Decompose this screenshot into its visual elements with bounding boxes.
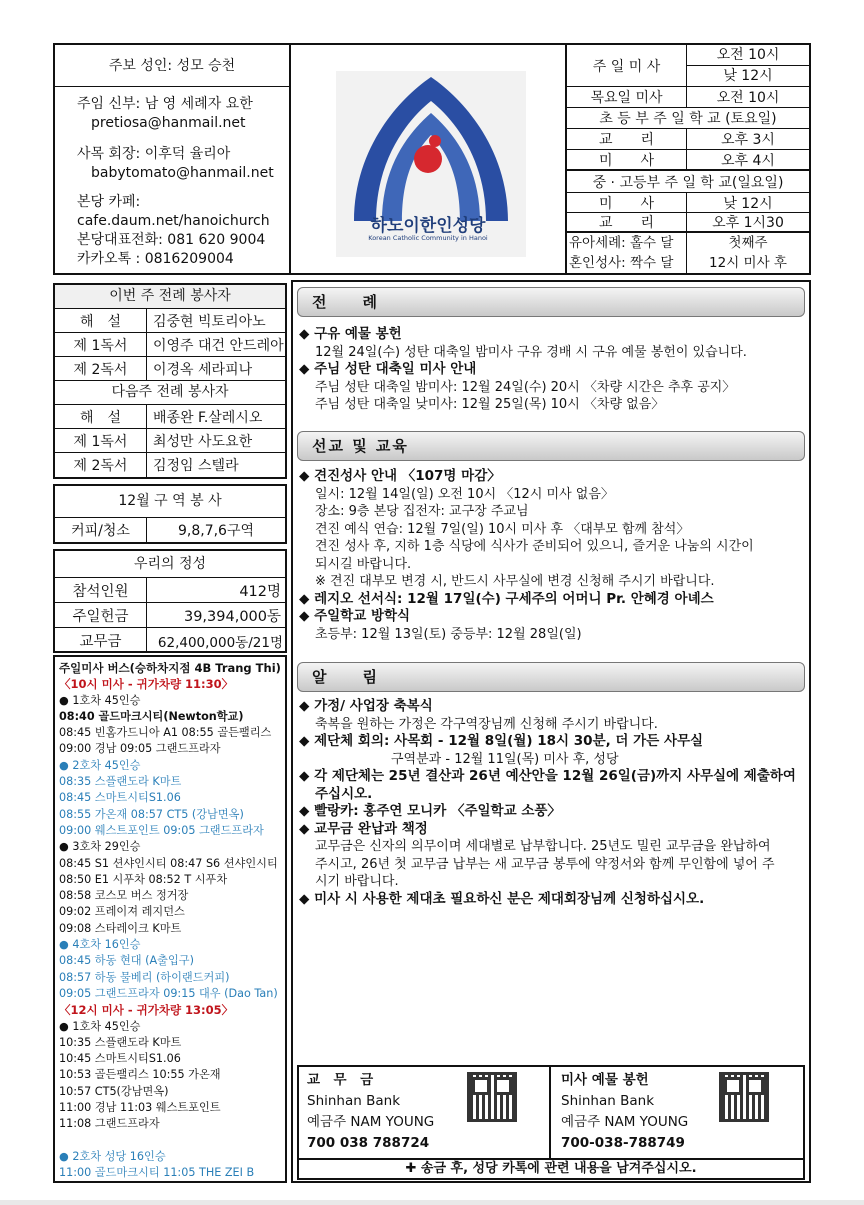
bus-stop-line: 08:45 S1 션샤인시티 08:47 S6 션샤인시티 xyxy=(59,856,278,870)
bus-stop-line: 09:02 프레이져 레지던스 xyxy=(59,905,185,919)
bank-a-bank: Shinhan Bank xyxy=(307,1093,401,1109)
notice-heading: 주십시오. xyxy=(315,785,373,802)
minister-row xyxy=(55,405,285,429)
bus-stop-line: 08:45 하동 현대 (A출입구) xyxy=(59,954,194,968)
minister-role: 해 설 xyxy=(55,405,147,428)
church-logo-panel xyxy=(291,45,567,273)
bank-account-dues xyxy=(299,1067,551,1158)
notice-line: 교무금은 신자의 의무이며 세대별로 납부합니다. 25년도 밀린 교무금을 완납하여 xyxy=(315,839,771,854)
middle-mass-label: 미 사 xyxy=(567,193,687,212)
notice-line: 12월 24일(수) 성탄 대축일 밤미사 구유 경배 시 구유 예물 봉헌이 있습니다. xyxy=(315,344,747,360)
elementary-school-title: 초 등 부 주 일 학 교 (토요일) xyxy=(567,108,809,129)
qr-code-icon[interactable] xyxy=(719,1072,769,1122)
district-task: 커피/청소 xyxy=(55,518,147,542)
notice-heading: ◆ 빨랑카: 홍주연 모니카 〈주일학교 소풍〉 xyxy=(299,803,561,819)
offering-value: 62,400,000동/21명 xyxy=(157,634,283,651)
minister-row xyxy=(55,429,285,453)
bank-b-owner: 예금주 NAM YOUNG xyxy=(561,1114,689,1130)
minister-row xyxy=(55,357,285,381)
bus-12-mass-heading: 〈12시 미사 - 귀가차량 13:05〉 xyxy=(59,1003,234,1018)
notice-heading: ◆ 제단체 회의: 사목회 - 12월 8일(월) 18시 30분, 더 가든 사무실 xyxy=(299,733,704,749)
district-numbers: 9,8,7,6구역 xyxy=(177,523,255,539)
notice-line: 장소: 9층 본당 집전자: 교구장 주교님 xyxy=(315,504,529,519)
bank-a-number[interactable]: 700 038 788724 xyxy=(307,1135,430,1151)
bus-stop-line: 08:55 가온재 08:57 CT5 (강남면옥) xyxy=(59,807,244,821)
notice-line: 초등부: 12월 13일(토) 중등부: 12월 28일(일) xyxy=(315,626,582,642)
elementary-mass-label: 미 사 xyxy=(567,150,687,169)
page-bottom-border xyxy=(0,1200,864,1205)
bank-b-number[interactable]: 700-038-788749 xyxy=(561,1135,685,1151)
liturgy-body xyxy=(299,326,747,414)
bus-stop-line: 08:45 빈홈가드니아 A1 08:55 골든팰리스 xyxy=(59,726,272,740)
notice-heading: ◆ 각 제단체는 25년 결산과 26년 예산안을 12월 26일(금)까지 사무실에 제출하여 xyxy=(299,768,796,784)
notice-heading: ◆ 미사 시 사용한 제대초 필요하신 분은 제대회장님께 신청하십시오. xyxy=(299,890,705,907)
section-liturgy-header: 전 례 xyxy=(297,287,805,317)
bank-account-mass-offering xyxy=(553,1067,805,1158)
bank-b-bank: Shinhan Bank xyxy=(561,1093,655,1109)
bus-stop-line: ● 2호차 성당 16인승 xyxy=(59,1149,166,1163)
offering-title: 우리의 정성 xyxy=(55,551,285,578)
elementary-mass-time: 오후 4시 xyxy=(721,152,775,169)
minister-role: 제 1독서 xyxy=(55,333,147,356)
notice-line: ※ 견진 대부모 변경 시, 반드시 사무실에 변경 신청해 주시기 바랍니다. xyxy=(315,574,715,589)
minister-name: 최성만 사도요한 xyxy=(153,433,253,450)
notice-line: 구역분과 - 12월 11일(목) 미사 후, 성당 xyxy=(391,751,619,767)
middle-lesson-time: 오후 1시30 xyxy=(712,215,784,231)
contact-panel xyxy=(55,45,291,273)
minister-role: 해 설 xyxy=(55,309,147,332)
offering-label: 참석인원 xyxy=(55,578,147,602)
notice-line: 주님 성탄 대축일 낮미사: 12월 25일(목) 10시 〈차량 없음〉 xyxy=(315,397,665,412)
notice-line: 견진 성사 후, 지하 1층 식당에 식사가 준비되어 있으니, 즐거운 나눔의 시간이 xyxy=(315,539,754,554)
infant-baptism: 유아세례: 홀수 달 xyxy=(569,235,674,251)
middle-lesson-label: 교 리 xyxy=(567,213,687,231)
bus-stop-line: 08:45 스마트시티S1.06 xyxy=(59,791,181,805)
sacrament-time xyxy=(687,233,809,273)
bus-stop-line: 08:58 코스모 버스 정거장 xyxy=(59,889,189,903)
wedding-sacrament: 혼인성사: 짝수 달 xyxy=(569,255,674,271)
minister-name: 배종완 F.살레시오 xyxy=(153,409,263,426)
bus-stop-line: 08:40 골드마크시티(Newton학교) xyxy=(59,709,244,723)
bus-12-lines xyxy=(59,1019,281,1182)
bus-stop-line xyxy=(59,1133,281,1149)
notice-line: 일시: 12월 14일(일) 오전 10시 〈12시 미사 없음〉 xyxy=(315,486,614,502)
patron-saint: 주보 성인: 성모 승천 xyxy=(55,45,289,87)
thursday-mass-label: 목요일 미사 xyxy=(567,87,687,107)
pastor-email[interactable]: pretiosa@hanmail.net xyxy=(91,115,246,131)
sacrament-after-mass: 12시 미사 후 xyxy=(709,255,787,271)
notice-line: 시기 바랍니다. xyxy=(315,874,399,889)
chairman-email[interactable]: babytomato@hanmail.net xyxy=(91,165,274,181)
bus-stop-line: ● 3호차 29인승 xyxy=(59,840,141,854)
phone-number: 본당대표전화: 081 620 9004 xyxy=(77,232,266,248)
section-mission-header: 선교 및 교육 xyxy=(297,431,805,461)
mass-schedule-table xyxy=(567,45,809,273)
bus-stop-line: 10:35 스플랜도라 K마트 xyxy=(59,1035,182,1049)
thursday-mass-time: 오전 10시 xyxy=(716,90,780,106)
offering-value: 39,394,000동 xyxy=(183,608,281,625)
sunday-mass-time-1: 오전 10시 xyxy=(687,45,809,66)
offering-label: 교무금 xyxy=(55,628,147,653)
minister-name: 이영주 대건 안드레아 xyxy=(153,337,284,354)
district-service-box xyxy=(53,484,287,544)
sunday-mass-label: 주 일 미 사 xyxy=(567,45,687,87)
bank-a-owner: 예금주 NAM YOUNG xyxy=(307,1114,435,1130)
bus-stop-line: 08:50 E1 시푸차 08:52 T 시푸차 xyxy=(59,872,228,886)
contact-text xyxy=(77,95,274,269)
cafe-label: 본당 카페: xyxy=(77,194,141,210)
remittance-footer: ✚ 송금 후, 성당 카톡에 관련 내용을 남겨주십시오. xyxy=(297,1160,805,1180)
sacrament-week: 첫째주 xyxy=(728,235,768,251)
notice-line: 주시고, 26년 첫 교무금 납부는 새 교무금 봉투에 약정서와 함께 무인함에 넣어 주 xyxy=(315,856,775,872)
next-week-title: 다음주 전례 봉사자 xyxy=(55,381,285,405)
elementary-lesson-label: 교 리 xyxy=(567,129,687,149)
bank-a-title: 교 무 금 xyxy=(307,1072,374,1088)
sunday-mass-time-2: 낮 12시 xyxy=(687,66,809,87)
bus-stop-line: 08:57 하동 물베리 (하이랜드커피) xyxy=(59,970,230,984)
bus-title: 주일미사 버스(승하차지점 4B Trang Thi) xyxy=(59,661,281,675)
qr-code-icon[interactable] xyxy=(467,1072,517,1122)
notice-line: 주님 성탄 대축일 밤미사: 12월 24일(수) 20시 〈차량 시간은 추후 공지〉 xyxy=(315,379,736,395)
sacrament-schedule xyxy=(567,233,687,273)
notice-heading: ◆ 견진성사 안내 〈107명 마감〉 xyxy=(299,468,501,484)
bus-stop-line: 08:35 스플랜도라 K마트 xyxy=(59,775,182,789)
notice-body xyxy=(299,698,796,908)
notice-heading: ◆ 레지오 선서식: 12월 17일(수) 구세주의 어머니 Pr. 안혜경 아녜스 xyxy=(299,590,714,607)
minister-role: 제 2독서 xyxy=(55,357,147,380)
bus-stop-line: 09:00 웨스트포인트 09:05 그랜드프라자 xyxy=(59,823,264,837)
minister-row xyxy=(55,309,285,333)
bus-stop-line: ● 4호차 16인승 xyxy=(59,938,141,952)
elementary-lesson-time: 오후 3시 xyxy=(721,132,775,148)
notice-heading: ◆ 교무금 완납과 책정 xyxy=(299,820,428,837)
bus-10-mass-heading: 〈10시 미사 - 귀가차량 11:30〉 xyxy=(59,677,234,692)
bus-schedule xyxy=(53,655,287,1183)
bus-stop-line: 11:00 경남 11:03 웨스트포인트 xyxy=(59,1101,221,1115)
logo-name: 하노이한인성당 xyxy=(370,216,486,236)
bus-stop-line: ● 2호차 45인승 xyxy=(59,758,141,772)
notice-heading: ◆ 주일학교 방학식 xyxy=(299,608,411,624)
bulletin-header xyxy=(53,43,811,275)
bus-stop-line: ● 1호차 45인승 xyxy=(59,1019,141,1033)
notice-heading: ◆ 구유 예물 봉헌 xyxy=(299,326,402,342)
minister-row xyxy=(55,333,285,357)
kakao-id: 카카오톡 : 0816209004 xyxy=(77,251,234,267)
bus-stop-line: 09:05 그랜드프라자 09:15 대우 (Dao Tan) xyxy=(59,986,278,1000)
bank-b-title: 미사 예물 봉헌 xyxy=(561,1072,649,1088)
bus-stop-line: ● 1호차 45인승 xyxy=(59,693,141,707)
bank-account-box xyxy=(297,1065,805,1160)
section-notice-header: 알 림 xyxy=(297,662,805,692)
middle-school-title: 중 · 고등부 주 일 학 교(일요일) xyxy=(567,171,809,193)
logo-subtitle: Korean Catholic Community in Hanoi xyxy=(368,234,488,242)
district-title: 12월 구 역 봉 사 xyxy=(55,486,285,518)
offering-box xyxy=(53,549,287,653)
notice-line: 축복을 원하는 가정은 각구역장님께 신청해 주시기 바랍니다. xyxy=(315,716,658,732)
middle-mass-time: 낮 12시 xyxy=(723,195,773,212)
offering-label: 주일헌금 xyxy=(55,603,147,627)
main-content xyxy=(291,280,811,1183)
chairman-name: 사목 회장: 이후덕 율리아 xyxy=(77,146,231,162)
notice-line: 되시길 바랍니다. xyxy=(315,556,412,572)
this-week-title: 이번 주 전례 봉사자 xyxy=(55,285,285,309)
minister-name: 김정임 스텔라 xyxy=(153,458,239,474)
offering-value: 412명 xyxy=(239,583,281,600)
minister-name: 김중현 빅토리아노 xyxy=(153,313,266,330)
mission-body xyxy=(299,468,754,643)
minister-name: 이경옥 세라피나 xyxy=(153,361,253,378)
minister-role: 제 2독서 xyxy=(55,453,147,477)
notice-heading: ◆ 주님 성탄 대축일 미사 안내 xyxy=(299,361,477,377)
bus-stop-line: 10:45 스마트시티S1.06 xyxy=(59,1052,181,1066)
bus-stop-line: 09:08 스타레이크 K마트 xyxy=(59,921,182,935)
pastor-name: 주임 신부: 남 영 세례자 요한 xyxy=(77,96,253,112)
bus-stop-line: 09:00 경남 09:05 그랜드프라자 xyxy=(59,742,221,756)
bus-stop-line: 11:00 골드마크시티 11:05 THE ZEI B xyxy=(59,1165,255,1179)
notice-heading: ◆ 가정/ 사업장 축복식 xyxy=(299,698,433,714)
bus-10-lines xyxy=(59,693,281,1003)
bus-stop-line: 10:53 골든팰리스 10:55 가온재 xyxy=(59,1068,221,1082)
liturgy-ministers-box xyxy=(53,283,287,479)
minister-role: 제 1독서 xyxy=(55,429,147,452)
bus-stop-line: 10:57 CT5(강남면옥) xyxy=(59,1084,169,1098)
bus-stop-line: 11:08 그랜드프라자 xyxy=(59,1117,160,1131)
notice-line: 견진 예식 연습: 12월 7일(일) 10시 미사 후 〈대부모 함께 참석〉 xyxy=(315,521,690,537)
cafe-url[interactable]: cafe.daum.net/hanoichurch xyxy=(77,213,270,229)
minister-row xyxy=(55,453,285,477)
